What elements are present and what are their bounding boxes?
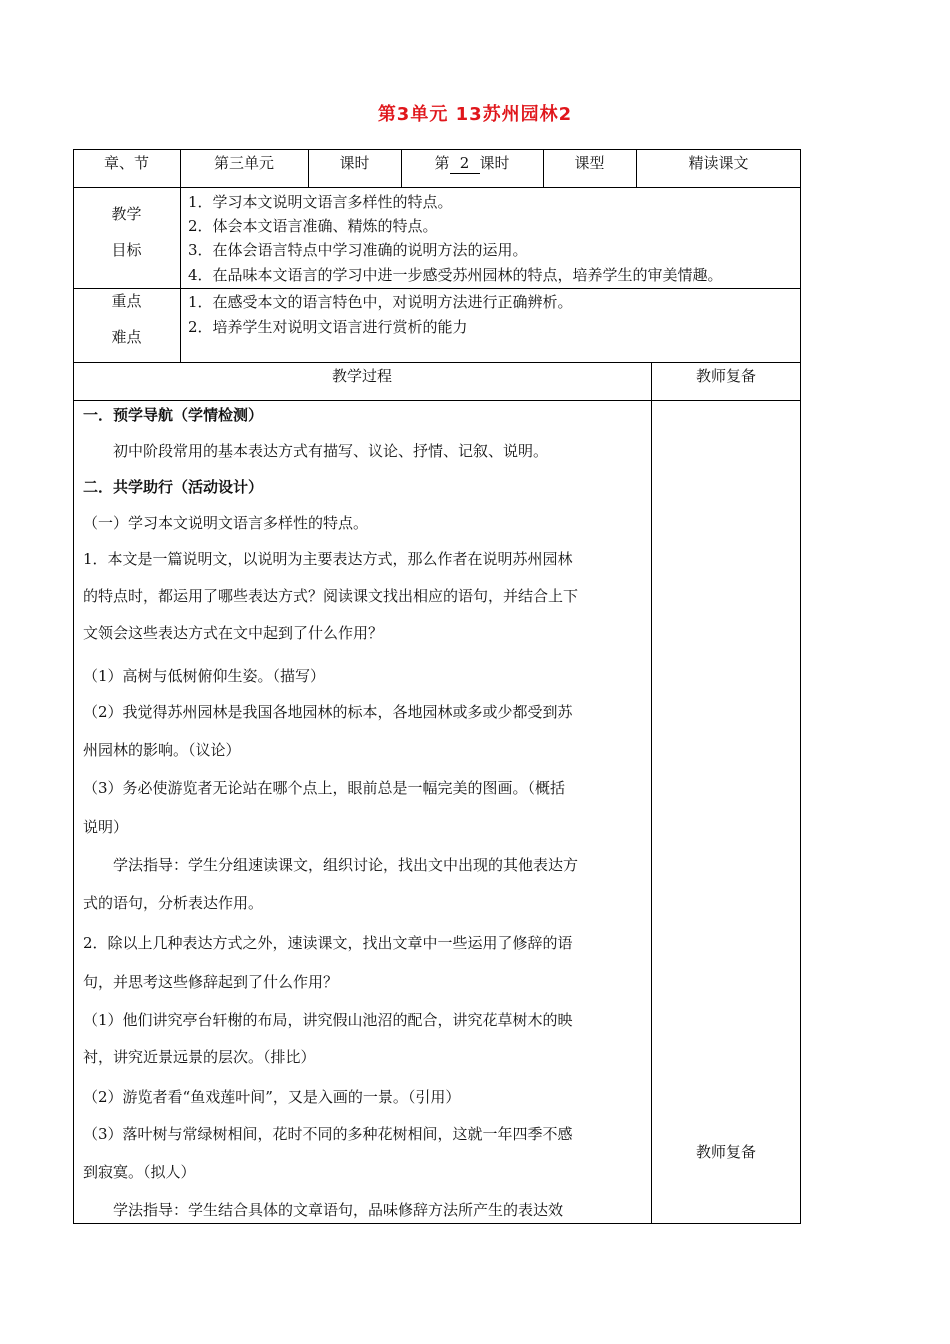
body-line: 初中阶段常用的基本表达方式有描写、议论、抒情、记叙、说明。 bbox=[83, 442, 549, 460]
body-line: （3）落叶树与常绿树相间，花时不同的多种花树相间，这就一年四季不感 bbox=[83, 1125, 573, 1143]
body-line: 文领会这些表达方式在文中起到了什么作用？ bbox=[83, 624, 384, 642]
body-line: （2）我觉得苏州园林是我国各地园林的标本，各地园林或多或少都受到苏 bbox=[83, 703, 573, 721]
keypoint-item: 2．培养学生对说明文语言进行赏析的能力 bbox=[188, 318, 468, 336]
body-line: 2．除以上几种表达方式之外，速读课文，找出文章中一些运用了修辞的语 bbox=[83, 934, 573, 952]
keypoints-label-2: 难点 bbox=[111, 328, 142, 346]
unit-value: 第三单元 bbox=[213, 154, 274, 172]
body-line: 句，并思考这些修辞起到了什么作用？ bbox=[83, 973, 339, 991]
objective-item: 1．学习本文说明文语言多样性的特点。 bbox=[188, 193, 453, 211]
period-number: 2 bbox=[450, 153, 480, 174]
document-title: 第3单元 13苏州园林2 bbox=[377, 104, 573, 125]
objective-item: 3．在体会语言特点中学习准确的说明方法的运用。 bbox=[188, 241, 528, 259]
body-line: 州园林的影响。（议论） bbox=[83, 741, 241, 759]
body-line: 的特点时，都运用了哪些表达方式？阅读课文找出相应的语句，并结合上下 bbox=[83, 587, 579, 605]
lesson-plan-table bbox=[73, 149, 801, 1224]
body-line: 式的语句，分析表达作用。 bbox=[83, 894, 264, 912]
type-value: 精读课文 bbox=[688, 154, 749, 172]
teacher-review-header: 教师复备 bbox=[695, 367, 756, 385]
body-line: 学法指导：学生结合具体的文章语句，品味修辞方法所产生的表达效 bbox=[83, 1201, 564, 1219]
keypoints-label-1: 重点 bbox=[111, 292, 142, 310]
period-value bbox=[401, 153, 543, 174]
body-line: 1．本文是一篇说明文，以说明为主要表达方式，那么作者在说明苏州园林 bbox=[83, 550, 573, 568]
body-line: 学法指导：学生分组速读课文，组织讨论，找出文中出现的其他表达方 bbox=[83, 856, 579, 874]
period-label: 课时 bbox=[339, 154, 370, 172]
body-line: （3）务必使游览者无论站在哪个点上，眼前总是一幅完美的图画。（概括 bbox=[83, 779, 566, 797]
section-heading: 一．预学导航（学情检测） bbox=[83, 406, 264, 424]
body-line: （2）游览者看“鱼戏莲叶间”，又是入画的一景。（引用） bbox=[83, 1088, 461, 1106]
body-line: 到寂寞。（拟人） bbox=[83, 1163, 196, 1181]
keypoint-item: 1．在感受本文的语言特色中，对说明方法进行正确辨析。 bbox=[188, 293, 573, 311]
objectives-label-2: 目标 bbox=[111, 241, 142, 259]
teacher-review-note: 教师复备 bbox=[695, 1143, 756, 1161]
period-suffix: 课时 bbox=[479, 154, 510, 172]
section-heading: 二．共学助行（活动设计） bbox=[83, 478, 264, 496]
body-line: 说明） bbox=[83, 818, 129, 836]
objectives-label-1: 教学 bbox=[111, 205, 142, 223]
process-header: 教学过程 bbox=[331, 367, 392, 385]
body-line: （一）学习本文说明文语言多样性的特点。 bbox=[83, 514, 369, 532]
objective-item: 4．在品味本文语言的学习中进一步感受苏州园林的特点，培养学生的审美情趣。 bbox=[188, 266, 723, 284]
objective-item: 2．体会本文语言准确、精炼的特点。 bbox=[188, 217, 438, 235]
body-line: （1）他们讲究亭台轩榭的布局，讲究假山池沼的配合，讲究花草树木的映 bbox=[83, 1011, 573, 1029]
body-line: 衬，讲究近景远景的层次。（排比） bbox=[83, 1048, 316, 1066]
body-line: （1）高树与低树俯仰生姿。（描写） bbox=[83, 667, 326, 685]
type-label: 课型 bbox=[574, 154, 605, 172]
chapter-label: 章、节 bbox=[103, 154, 149, 172]
period-prefix: 第 bbox=[434, 154, 450, 172]
